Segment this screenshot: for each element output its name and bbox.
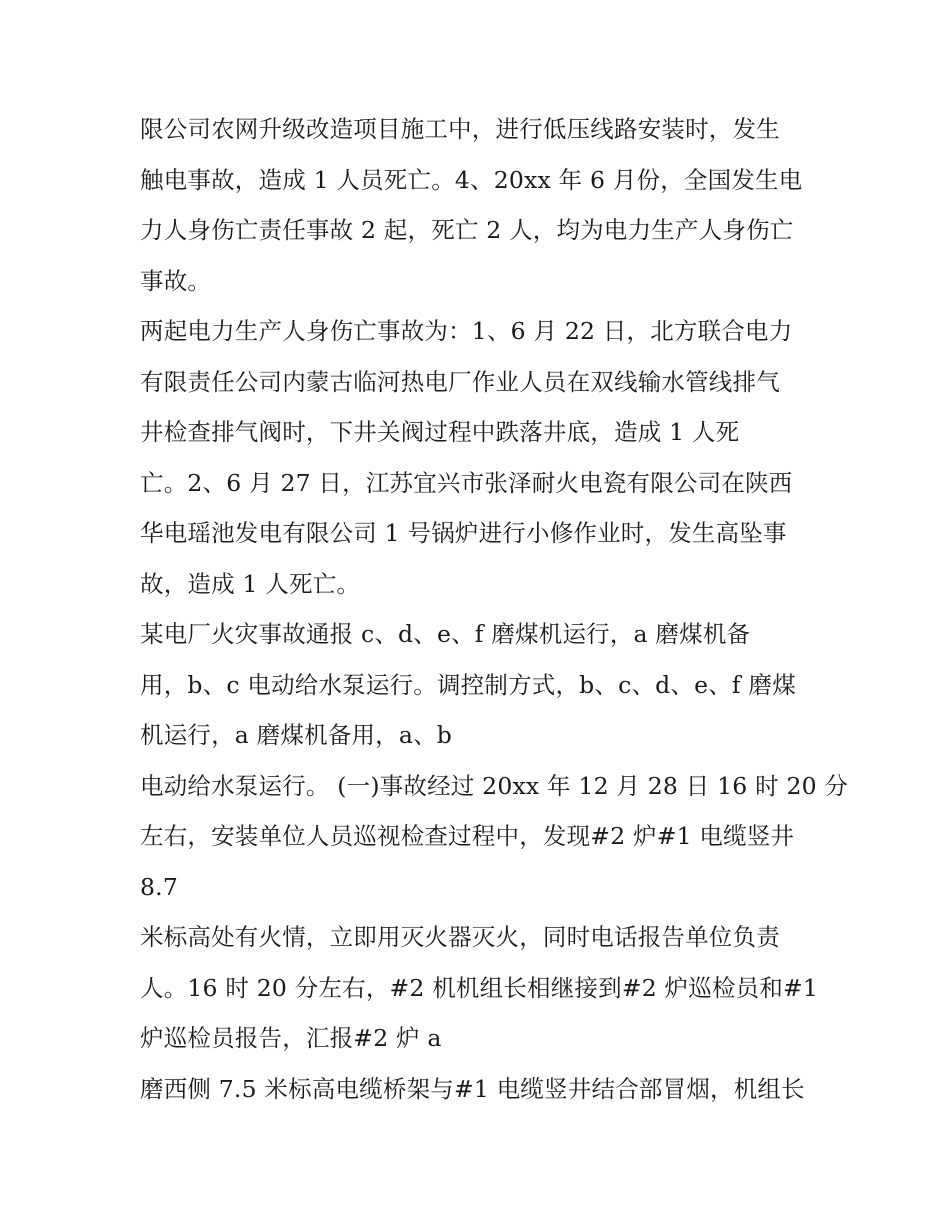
text-line: 限公司农网升级改造项目施工中，进行低压线路安装时，发生 (140, 115, 780, 143)
text-line: 人。16 时 20 分左右，#2 机机组长相继接到#2 炉巡检员和#1 (140, 973, 819, 1002)
text-line: 某电厂火灾事故通报 c、d、e、f 磨煤机运行，a 磨煤机备 (140, 620, 751, 648)
text-line: 触电事故，造成 1 人员死亡。4、20xx 年 6 月份，全国发生电 (140, 165, 803, 194)
text-line: 华电瑶池发电有限公司 1 号锅炉进行小修作业时，发生高坠事 (140, 519, 787, 547)
text-line: 故，造成 1 人死亡。 (140, 569, 361, 598)
text-line: 亡。2、6 月 27 日，江苏宜兴市张泽耐火电瓷有限公司在陕西 (140, 468, 793, 497)
text-line: 电动给水泵运行。 (一)事故经过 20xx 年 12 月 28 日 16 时 20 分 (140, 771, 849, 800)
text-line: 力人身伤亡责任事故 2 起，死亡 2 人，均为电力生产人身伤亡 (140, 216, 794, 244)
text-line: 米标高处有火情，立即用灭火器灭火，同时电话报告单位负责 (140, 923, 780, 951)
text-line: 左右，安装单位人员巡视检查过程中，发现#2 炉#1 电缆竖井 (140, 822, 795, 850)
text-line: 炉巡检员报告，汇报#2 炉 a (140, 1024, 442, 1052)
text-line: 有限责任公司内蒙古临河热电厂作业人员在双线输水管线排气 (140, 367, 780, 396)
text-line: 事故。 (140, 266, 212, 295)
text-line: 用，b、c 电动给水泵运行。调控制方式，b、c、d、e、f 磨煤 (140, 670, 796, 699)
document-body (140, 104, 849, 1114)
text-line: 8.7 (140, 872, 178, 901)
text-line: 井检查排气阀时，下井关阀过程中跌落井底，造成 1 人死 (140, 418, 740, 446)
text-line: 机运行，a 磨煤机备用，a、b (140, 721, 453, 749)
text-line: 磨西侧 7.5 米标高电缆桥架与#1 电缆竖井结合部冒烟，机组长 (140, 1074, 805, 1103)
text-line: 两起电力生产人身伤亡事故为：1、6 月 22 日，北方联合电力 (140, 317, 793, 345)
